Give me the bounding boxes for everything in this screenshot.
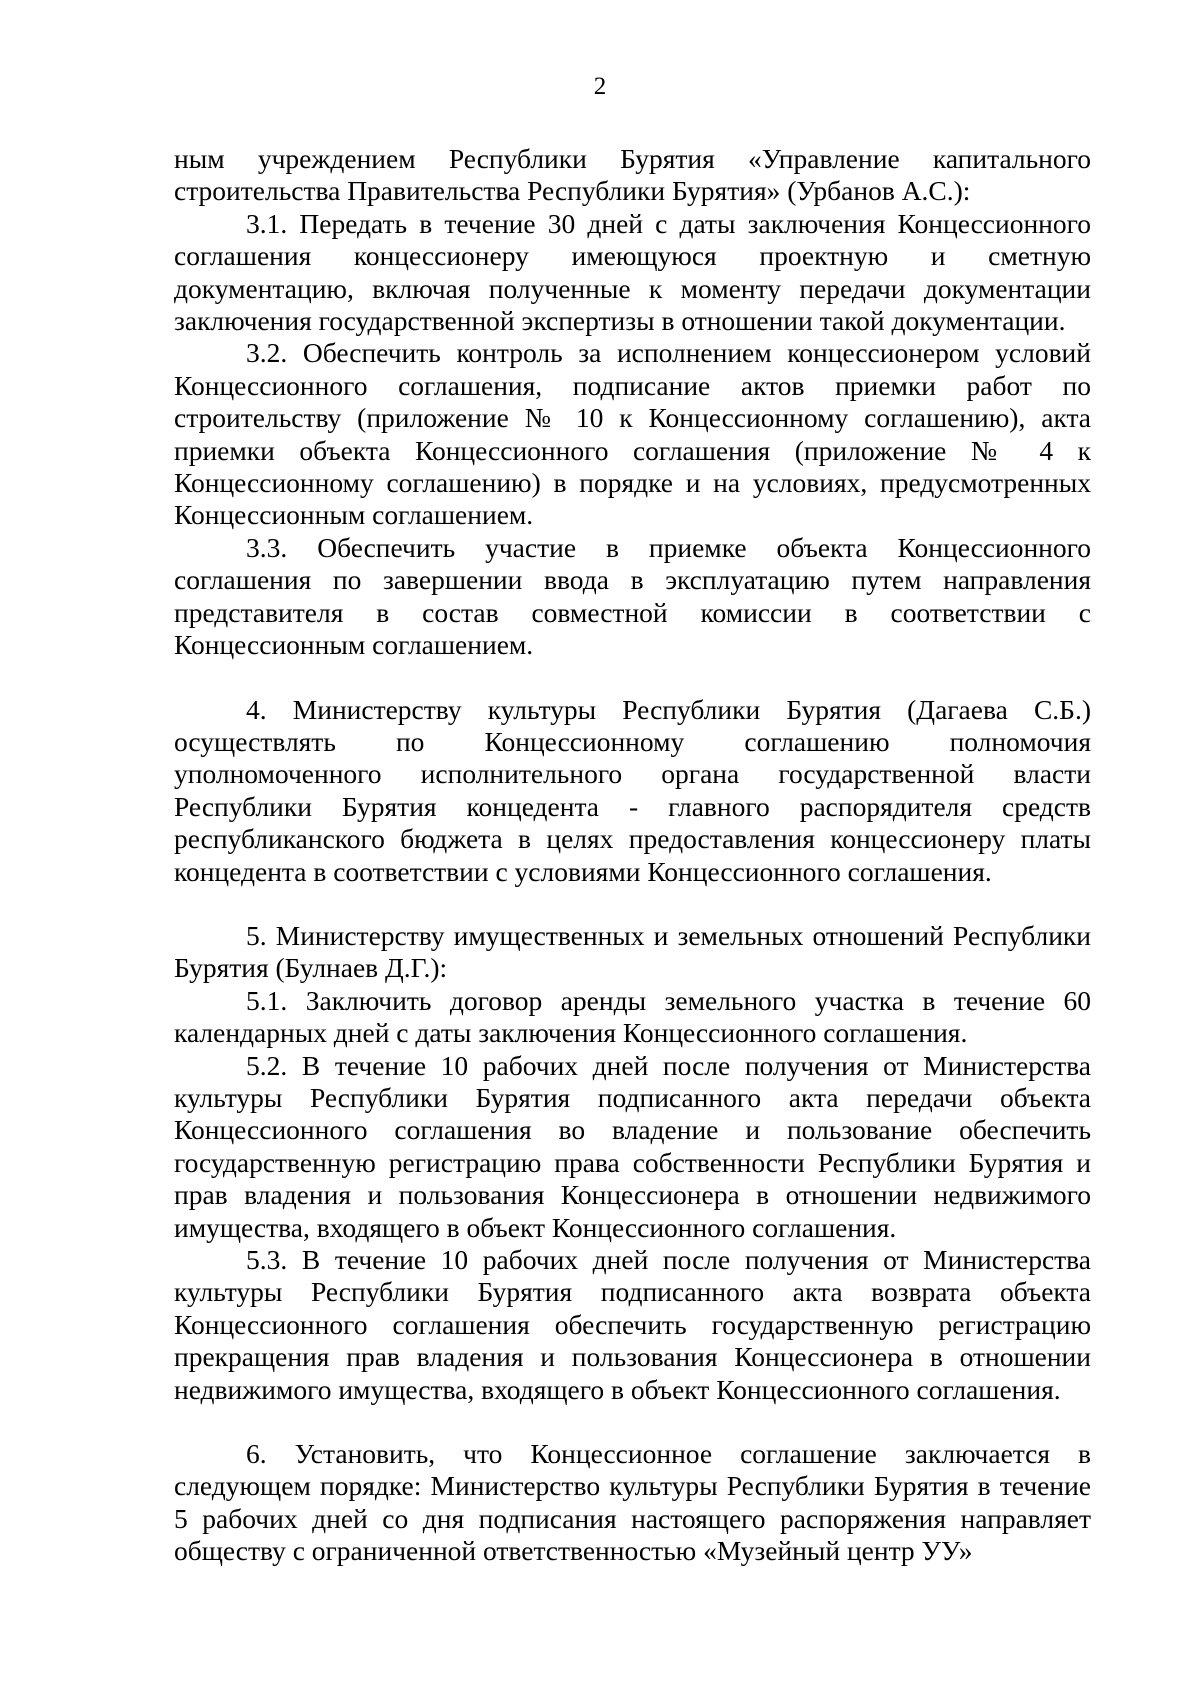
paragraph-gap: [174, 662, 1091, 694]
paragraph-5-3: 5.3. В течение 10 рабочих дней после получения от Министерства культуры Республики Бурятия подписанного акта возврата объекта Концессионного соглашения обеспечить государственную регистрацию прекращения прав владения и пользования Концессионера в отношении недвижимого имущества, входящего в объект Концессионного соглашения.: [174, 1244, 1091, 1405]
paragraph-gap: [174, 1406, 1091, 1438]
paragraph-gap: [174, 888, 1091, 920]
document-body: [174, 143, 1091, 1568]
page-number: 2: [593, 73, 607, 100]
paragraph-5: 5. Министерству имущественных и земельных отношений Республики Бурятия (Булнаев Д.Г.):: [174, 919, 1091, 984]
paragraph-6: 6. Установить, что Концессионное соглашение заключается в следующем порядке: Министерство культуры Республики Бурятия в течение 5 рабочих дней со дня подписания настоящего распоряжения направляет обществу с ограниченной ответственностью «Музейный центр УУ»: [174, 1438, 1091, 1567]
paragraph-3-2: 3.2. Обеспечить контроль за исполнением концессионером условий Концессионного соглашения, подписание актов приемки работ по строительству (приложение № 10 к Концессионному соглашению), акта приемки объекта Концессионного соглашения (приложение № 4 к Концессионному соглашению) в порядке и на условиях, предусмотренных Концессионным соглашением.: [174, 337, 1091, 531]
paragraph-5-1: 5.1. Заключить договор аренды земельного участка в течение 60 календарных дней с даты заключения Концессионного соглашения.: [174, 984, 1091, 1049]
paragraph-3-1: 3.1. Передать в течение 30 дней с даты заключения Концессионного соглашения концессионеру имеющуюся проектную и сметную документацию, включая полученные к моменту передачи документации заключения государственной экспертизы в отношении такой документации.: [174, 207, 1091, 337]
paragraph-3-3: 3.3. Обеспечить участие в приемке объекта Концессионного соглашения по завершении ввода в эксплуатацию путем направления представителя в состав совместной комиссии в соответствии с Концессионным соглашением.: [174, 531, 1091, 661]
paragraph-4: 4. Министерству культуры Республики Бурятия (Дагаева С.Б.) осуществлять по Концессионному соглашению полномочия уполномоченного исполнительного органа государственной власти Республики Бурятия концедента - главного распорядителя средств республиканского бюджета в целях предоставления концессионеру платы концедента в соответствии с условиями Концессионного соглашения.: [174, 693, 1091, 887]
paragraph-5-2: 5.2. В течение 10 рабочих дней после получения от Министерства культуры Республики Бурятия подписанного акта передачи объекта Концессионного соглашения во владение и пользование обеспечить государственную регистрацию права собственности Республики Бурятия и прав владения и пользования Концессионера в отношении недвижимого имущества, входящего в объект Концессионного соглашения.: [174, 1049, 1091, 1243]
paragraph-intro-continuation: ным учреждением Республики Бурятия «Управление капитального строительства Правительства Республики Бурятия» (Урбанов А.С.):: [174, 143, 1091, 207]
